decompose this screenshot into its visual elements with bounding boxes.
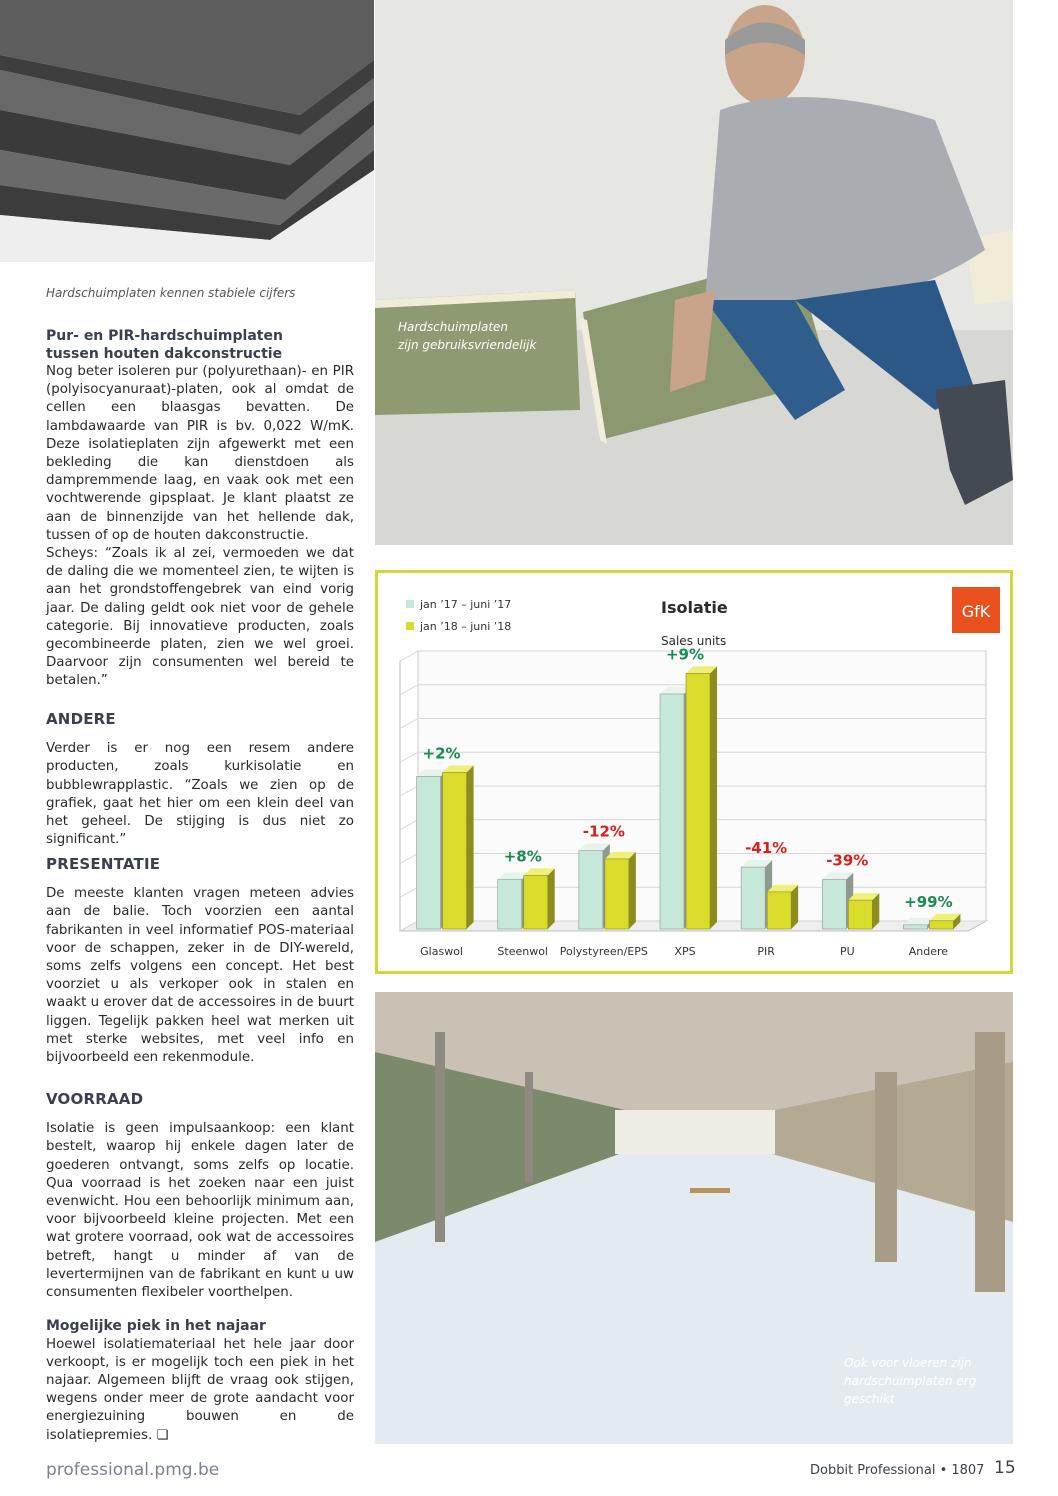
category-label: XPS <box>674 945 696 958</box>
change-label: +2% <box>422 744 461 763</box>
page-number: 15 <box>994 1458 1016 1478</box>
chart-gridline-side <box>400 820 418 830</box>
foam-boards-illustration <box>0 0 374 262</box>
paragraph-piek-text: Hoewel isolatiemateriaal het hele jaar door verkoopt, is er mogelijk toch een piek in het najaar. Algemeen blijft de vraag ook stijgen, wegens onder meer de grote aandacht voor energiezuining bouwen en de isolatiepremies. <box>46 1336 354 1443</box>
paragraph-andere: Verder is er nog een resem andere producten, zoals kurkisolatie en bubblewrapplastic. “Zoals we zien op de grafiek, gaat het hier om een klein deel van het geheel. De stijging is dus niet zo significant.” <box>46 741 354 848</box>
bar-2018 <box>767 892 791 929</box>
article-section-voorraad <box>46 1090 354 1302</box>
bar-2017 <box>660 694 684 929</box>
bar-side <box>791 885 798 929</box>
floor-caption-line-3: geschikt <box>844 1392 895 1406</box>
section-title-piek: Mogelijke piek in het najaar <box>46 1318 266 1334</box>
legend-label-2018: jan ’18 – juni ’18 <box>420 620 512 633</box>
legend-swatch-2018 <box>406 622 414 630</box>
category-label: PIR <box>757 945 775 958</box>
change-label: +8% <box>503 847 542 866</box>
bar-2017 <box>903 925 927 929</box>
bar-side <box>629 852 636 929</box>
worker-photo <box>375 0 1013 545</box>
chart-gridline-side <box>400 651 418 661</box>
change-label: -41% <box>745 839 788 858</box>
paragraph-pur-pir: Nog beter isoleren pur (polyurethaan)- en PIR (polyisocyanuraat)-platen, ook al omdat de cellen een blaasgas bevatten. De lambdawaarde van PIR is bv. 0,022 W/mK. Deze isolatieplaten zijn afgewerkt met een bekleding die kan dienstdoen als dampremmende laag, en vaak ook met een vochtwerende gipsplaat. Je klant plaatst ze aan de binnenzijde van het hellende dak, tussen of op de houten dakconstructie. <box>46 364 354 543</box>
section-title-line-1: Pur- en PIR-hardschuimplaten <box>46 328 283 344</box>
chart-title: Isolatie <box>661 598 728 617</box>
footer-publication: Dobbit Professional • 1807 <box>810 1463 985 1478</box>
category-label: Steenwol <box>497 945 549 958</box>
worker-caption-line-2: zijn gebruiksvriendelijk <box>398 338 537 352</box>
bar-2017 <box>579 851 603 929</box>
category-label: PU <box>839 945 855 958</box>
legend-label-2017: jan ’17 – juni ’17 <box>420 598 512 611</box>
worker-caption-line-1: Hardschuimplaten <box>398 320 509 334</box>
gfk-logo-text: GfK <box>961 602 991 621</box>
section-title-andere: ANDERE <box>46 710 116 728</box>
change-label: -39% <box>826 851 869 870</box>
article-column-top <box>46 328 354 691</box>
paragraph-presentatie: De meeste klanten vragen meteen advies aan de balie. Toch voorzien een aantal fabrikanten in veel informatief POS-materiaal voor de schappen, zeker in de DIY-wereld, soms zelfs volgens een concept. Het best voorziet u als verkoper ook in stalen en waakt u erover dat de accessoires in de buurt liggen. Tegelijk pakken heel wat merken uit met sterke websites, met veel info en bijvoorbeeld een rekenmodule. <box>46 886 354 1066</box>
chart-gridline-side <box>400 786 418 796</box>
change-label: +9% <box>665 645 705 664</box>
bar-2017 <box>417 776 441 929</box>
chart-gridline-side <box>400 752 418 762</box>
floor-caption-line-1: Ook voor vloeren zijn <box>844 1356 972 1370</box>
section-title-presentatie: PRESENTATIE <box>46 855 161 873</box>
section-title-pur-pir <box>46 328 354 363</box>
worker-photo-caption <box>398 318 536 354</box>
bar-side <box>548 868 555 929</box>
bar-side <box>710 666 717 929</box>
change-label: +99% <box>904 892 953 911</box>
bar-2017 <box>822 880 846 929</box>
bar-2018 <box>605 859 629 929</box>
section-title-voorraad: VOORRAAD <box>46 1090 144 1108</box>
floor-caption-line-2: hardschuimplaten erg <box>844 1374 977 1388</box>
chart-subtitle: Sales units <box>661 634 727 648</box>
foam-boards-photo <box>0 0 374 262</box>
legend-swatch-2017 <box>406 600 414 608</box>
bar-2018 <box>443 772 467 929</box>
chart-svg <box>378 573 1010 971</box>
chart-gridline-side <box>400 887 418 897</box>
floor-photo-caption <box>844 1354 976 1408</box>
article-section-andere <box>46 710 354 849</box>
bar-side <box>467 765 474 929</box>
bar-2018 <box>929 921 953 929</box>
worker-installing-boards-illustration <box>375 0 1013 545</box>
foam-photo-caption: Hardschuimplaten kennen stabiele cijfers <box>46 286 296 300</box>
isolatie-chart <box>375 570 1013 974</box>
end-mark-icon: ❏ <box>156 1427 169 1443</box>
paragraph-voorraad: Isolatie is geen impulsaankoop: een klant bestelt, waarop hij enkele dagen later de goederen ontvangt, soms zelfs op locatie. Qua voorraad is het zoeken naar een juist evenwicht. Hou een behoorlijk minimum aan, voor bijvoorbeeld kleine projecten. Met een wat grotere voorraad, ook wat de accessoires betreft, hangt u minder af van de levertermijnen van de fabrikant en kunt u uw consumenten flexibeler voorthelpen. <box>46 1121 354 1301</box>
category-label: Andere <box>908 945 949 958</box>
chart-gridline-side <box>400 854 418 864</box>
chart-gridline-side <box>400 719 418 729</box>
paragraph-piek <box>46 1336 354 1445</box>
chart-plot-area <box>400 645 986 958</box>
change-label: -12% <box>582 822 625 841</box>
category-label: Polystyreen/EPS <box>559 945 648 958</box>
section-title-line-2: tussen houten dakconstructie <box>46 345 283 362</box>
article-section-presentatie <box>46 855 354 1067</box>
bar-2018 <box>848 900 872 929</box>
bar-2017 <box>498 880 522 929</box>
category-label: Glaswol <box>420 945 463 958</box>
bar-2017 <box>741 867 765 929</box>
article-section-piek <box>46 1318 354 1445</box>
footer-url[interactable]: professional.pmg.be <box>46 1460 220 1480</box>
chart-gridline-side <box>400 685 418 695</box>
bar-2018 <box>524 875 548 929</box>
bar-2018 <box>686 673 710 929</box>
paragraph-scheys-quote: Scheys: “Zoals ik al zei, vermoeden we dat de daling die we momenteel zien, te wijten is aan het grondstoffengebrek van eind vorig jaar. De daling geldt ook niet voor de gehele categorie. Bij innovatieve producten, zoals gecombineerde platen, zien we wel groei. Daarvoor zijn consumenten wel bereid te betalen.” <box>46 546 354 689</box>
